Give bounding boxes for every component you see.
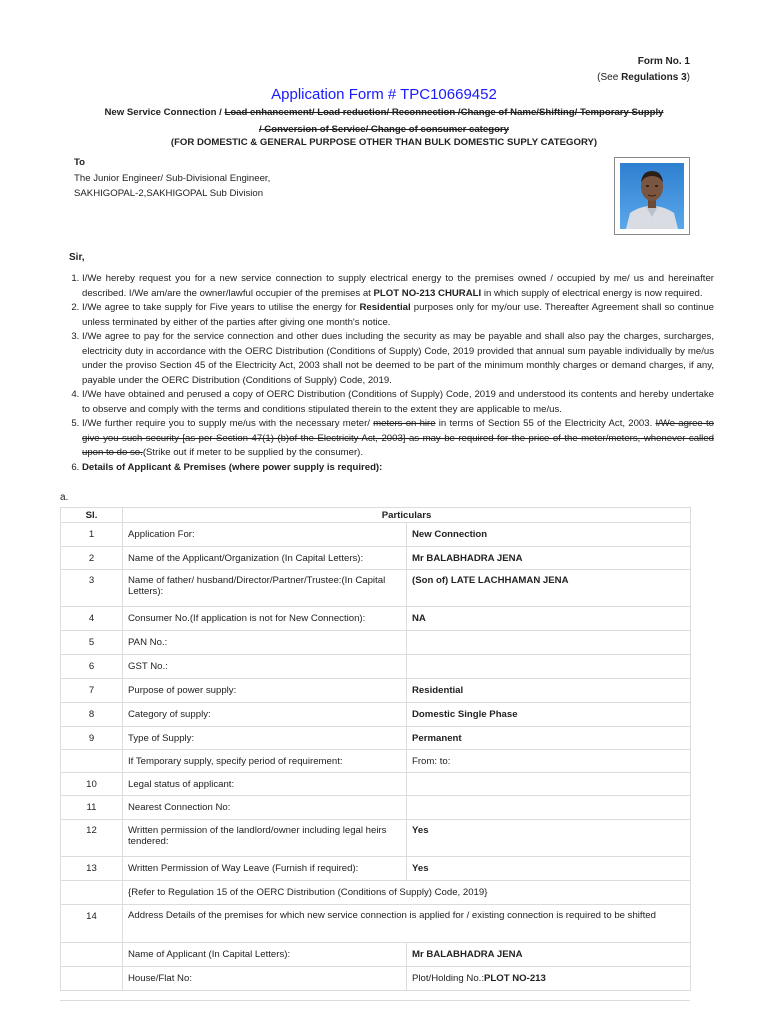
table-row — [61, 967, 691, 991]
list-item — [82, 417, 714, 461]
list-item — [82, 330, 714, 388]
row-label: House/Flat No: — [123, 967, 407, 991]
row-sl — [61, 750, 123, 773]
point-2-tail: purposes only for my/our use. Thereafter Agreement shall so continue unless terminated by either of the parties after giving one month's notice. — [82, 302, 714, 328]
table-row — [61, 750, 691, 773]
row-value: New Connection — [407, 523, 691, 547]
regulation-note: {Refer to Regulation 15 of the OERC Distribution (Conditions of Supply) Code, 2019} — [123, 881, 691, 905]
row-sl: 4 — [61, 607, 123, 631]
table-row — [61, 857, 691, 881]
row-sl: 13 — [61, 857, 123, 881]
details-table — [60, 507, 691, 991]
row-value: From: to: — [407, 750, 691, 773]
regs-prefix: (See — [597, 72, 622, 83]
point-2-text: I/We agree to take supply for Five years to utilise the energy for — [82, 302, 360, 313]
row-label: Name of Applicant (In Capital Letters): — [123, 943, 407, 967]
row-sl: 3 — [61, 570, 123, 607]
row-value: NA — [407, 607, 691, 631]
point-5-section: in terms of Section 55 of the Electricity Act, 2003. — [435, 418, 656, 429]
service-new-connection: New Service Connection / — [104, 107, 225, 118]
note-empty-cell — [61, 881, 123, 905]
row-sl: 11 — [61, 796, 123, 820]
point-5-struck-security: I/We agree to give you such security [as per Section 47(1) (b)of the Electricity Act, 2003] as may be required for the price of the meter/meters, whenever called upon to do so. — [82, 418, 714, 458]
service-type-line — [0, 104, 768, 138]
salutation: Sir, — [69, 252, 85, 263]
row-value: Mr BALABHADRA JENA — [407, 943, 691, 967]
point-3-text: I/We agree to pay for the service connection and other dues including the security as may be payable and shall also pay the charges, surcharges, electricity duty in accordance with the OERC Distribution (Conditions of Supply) Code, 2019 provided that annual sum payable individually by me/us under the proviso Section 45 of the Electricity Act, 2003 shall not be deemed to be part of the minimum monthly charges or demand charges, if any, payable under the OERC Distribution (Conditions of Supply) Code, 2019. — [82, 331, 714, 386]
addressee-to: To — [74, 157, 86, 168]
point-5-text: I/We further require you to supply me/us with the necessary meter/ — [82, 418, 374, 429]
list-item — [82, 461, 714, 476]
table-row — [61, 679, 691, 703]
table-row — [61, 655, 691, 679]
table-row — [61, 703, 691, 727]
row-sl: 2 — [61, 547, 123, 570]
table-row — [61, 943, 691, 967]
header-sl: Sl. — [61, 508, 123, 523]
addressee-line-1: The Junior Engineer/ Sub-Divisional Engineer, — [74, 173, 271, 184]
row-value: Yes — [407, 857, 691, 881]
form-number: Form No. 1 — [637, 56, 690, 67]
point-1-tail: in which supply of electrical energy is now required. — [481, 287, 703, 299]
row-value: (Son of) LATE LACHHAMAN JENA — [407, 570, 691, 607]
row-value: Residential — [407, 679, 691, 703]
empty-sl-cell — [61, 943, 123, 967]
row-sl: 1 — [61, 523, 123, 547]
point-6-text: Details of Applicant & Premises (where power supply is required): — [82, 461, 383, 473]
plot-holding-value: PLOT NO-213 — [484, 973, 546, 984]
row-value: Yes — [407, 820, 691, 857]
row-label: Category of supply: — [123, 703, 407, 727]
row-sl: 5 — [61, 631, 123, 655]
row-sl: 14 — [61, 905, 123, 943]
table-row — [61, 773, 691, 796]
table-row — [61, 631, 691, 655]
table-row — [61, 796, 691, 820]
table-header-row — [61, 508, 691, 523]
table-row — [61, 570, 691, 607]
row-label: Purpose of power supply: — [123, 679, 407, 703]
table-row — [61, 820, 691, 857]
row-label: Written permission of the landlord/owner including legal heirs tendered: — [123, 820, 407, 857]
table-row — [61, 607, 691, 631]
row-value: Domestic Single Phase — [407, 703, 691, 727]
row-label: GST No.: — [123, 655, 407, 679]
point-5-struck-meters: meters on hire — [373, 418, 436, 429]
applicant-photo-image — [620, 163, 684, 229]
header-particulars: Particulars — [123, 508, 691, 523]
point-4-text: I/We have obtained and perused a copy of OERC Distribution (Conditions of Supply) Code, 2019 and understood its contents and hereby undertake to observe and comply with the terms and conditions stipulated therein to the extent they are applicable to me/us. — [82, 389, 714, 415]
point-5-note: (Strike out if meter to be supplied by the consumer). — [142, 447, 364, 458]
row-value — [407, 773, 691, 796]
category-line: (FOR DOMESTIC & GENERAL PURPOSE OTHER THAN BULK DOMESTIC SUPLY CATEGORY) — [170, 137, 598, 148]
table-row — [61, 523, 691, 547]
table-row-note — [61, 881, 691, 905]
plot-holding-label: Plot/Holding No.: — [412, 973, 484, 984]
row-sl: 6 — [61, 655, 123, 679]
row-value — [407, 655, 691, 679]
application-title: Application Form # TPC10669452 — [271, 86, 497, 103]
row-sl: 8 — [61, 703, 123, 727]
subsection-a-label: a. — [60, 492, 69, 503]
declaration-list — [68, 272, 714, 475]
row-label: If Temporary supply, specify period of requirement: — [123, 750, 407, 773]
premises-address: PLOT NO-213 CHURALI — [373, 287, 482, 299]
regulation-reference — [597, 72, 690, 83]
list-item — [82, 301, 714, 330]
row-label: Nearest Connection No: — [123, 796, 407, 820]
row-value — [407, 967, 691, 991]
row-label: Type of Supply: — [123, 727, 407, 750]
row-value: Permanent — [407, 727, 691, 750]
row-sl: 9 — [61, 727, 123, 750]
row-value: Mr BALABHADRA JENA — [407, 547, 691, 570]
row-label: Written Permission of Way Leave (Furnish if required): — [123, 857, 407, 881]
purpose-value: Residential — [359, 302, 411, 313]
table-row — [61, 547, 691, 570]
table-row — [61, 905, 691, 943]
regs-bold: Regulations 3 — [621, 72, 687, 83]
list-item — [82, 272, 714, 301]
row-label: Name of the Applicant/Organization (In Capital Letters): — [123, 547, 407, 570]
service-struck-options: Load enhancement/ Load reduction/ Reconnection /Change of Name/Shifting/ Temporary Supply — [224, 107, 664, 118]
row-sl: 7 — [61, 679, 123, 703]
row-label: Application For: — [123, 523, 407, 547]
row-sl: 12 — [61, 820, 123, 857]
address-details-heading: Address Details of the premises for which new service connection is applied for / existing connection is required to be shifted — [123, 905, 691, 943]
row-label: Name of father/ husband/Director/Partner/Trustee:(In Capital Letters): — [123, 570, 407, 607]
row-label: Consumer No.(If application is not for New Connection): — [123, 607, 407, 631]
row-sl: 10 — [61, 773, 123, 796]
regs-suffix: ) — [686, 72, 690, 83]
row-label: PAN No.: — [123, 631, 407, 655]
row-label: Legal status of applicant: — [123, 773, 407, 796]
addressee-line-2: SAKHIGOPAL-2,SAKHIGOPAL Sub Division — [74, 188, 264, 199]
point-1-text: I/We hereby request you for a new service connection to supply electrical energy to the premises owned / occupied by me/ us and hereinafter described. I/We am/are the owner/lawful occupier of the premises at — [82, 273, 714, 299]
applicant-photo — [614, 157, 690, 235]
list-item — [82, 388, 714, 417]
addressee-block — [74, 171, 270, 201]
row-value — [407, 796, 691, 820]
empty-sl-cell — [61, 967, 123, 991]
row-value — [407, 631, 691, 655]
table-row — [61, 727, 691, 750]
page-bottom-divider — [60, 1000, 690, 1001]
service-struck-options-2: / Conversion of Service/ Change of consumer category — [258, 124, 510, 135]
